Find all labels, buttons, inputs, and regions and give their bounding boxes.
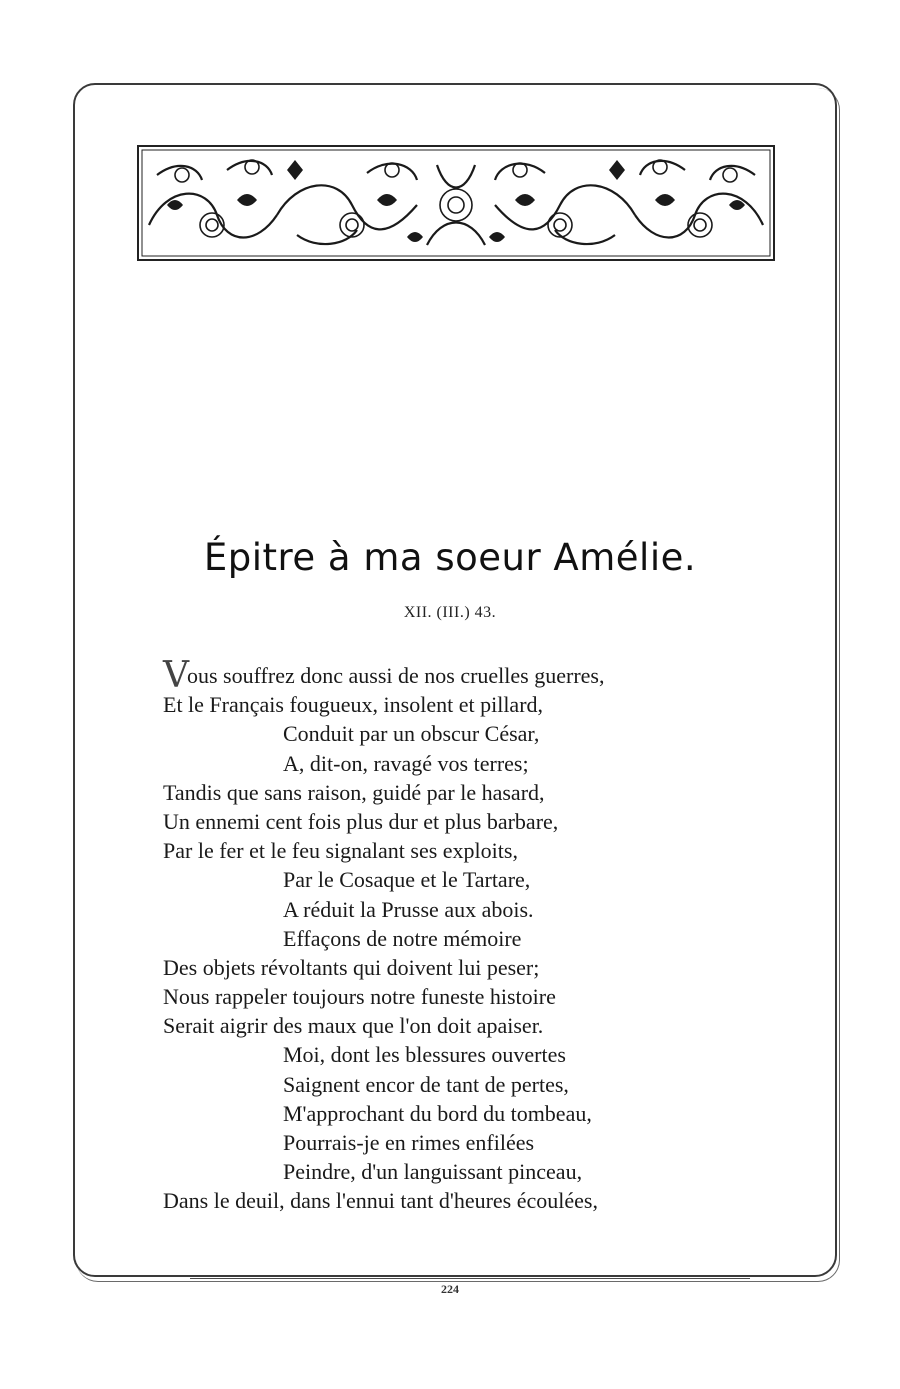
- poem-line: Par le Cosaque et le Tartare,: [283, 867, 531, 893]
- poem-line: Effaçons de notre mémoire: [283, 925, 522, 951]
- page-title: Épitre à ma soeur Amélie.: [203, 536, 697, 579]
- poem-line: Nous rappeler toujours notre funeste histoire: [163, 984, 556, 1010]
- poem-line: Tandis que sans raison, guidé par le hasard,: [163, 779, 545, 805]
- poem-reference: XII. (III.) 43.: [403, 604, 497, 621]
- poem-line: Pourrais-je en rimes enfilées: [283, 1130, 535, 1155]
- poem-line: Moi, dont les blessures ouvertes: [283, 1042, 566, 1068]
- ornamental-headpiece: [137, 145, 775, 261]
- poem-line: Serait aigrir des maux que l'on doit apaiser.: [163, 1013, 544, 1039]
- page-number: 224: [441, 1282, 459, 1296]
- poem-line: A, dit-on, ravagé vos terres;: [283, 750, 529, 776]
- poem-line: Des objets révoltants qui doivent lui peser;: [163, 954, 540, 980]
- poem-line: Saignent encor de tant de pertes,: [283, 1071, 569, 1097]
- poem-line: Un ennemi cent fois plus dur et plus barbare,: [163, 808, 559, 834]
- poem-line: [163, 655, 763, 696]
- poem-body: [163, 655, 763, 1216]
- drop-cap: V: [163, 655, 189, 696]
- poem-line: Dans le deuil, dans l'ennui tant d'heures écoulées,: [163, 1188, 598, 1214]
- poem-line: Et le Français fougueux, insolent et pillard,: [163, 692, 544, 718]
- poem-line: A réduit la Prusse aux abois.: [283, 896, 534, 922]
- poem-line-text: ous souffrez donc aussi de nos cruelles guerres,: [187, 663, 605, 688]
- poem-line: Conduit par un obscur César,: [283, 721, 540, 747]
- poem-line: Par le fer et le feu signalant ses exploits,: [163, 838, 518, 864]
- poem-line: M'approchant du bord du tombeau,: [283, 1100, 592, 1126]
- poem-line: Peindre, d'un languissant pinceau,: [283, 1159, 583, 1185]
- footer-rule: [190, 1278, 750, 1279]
